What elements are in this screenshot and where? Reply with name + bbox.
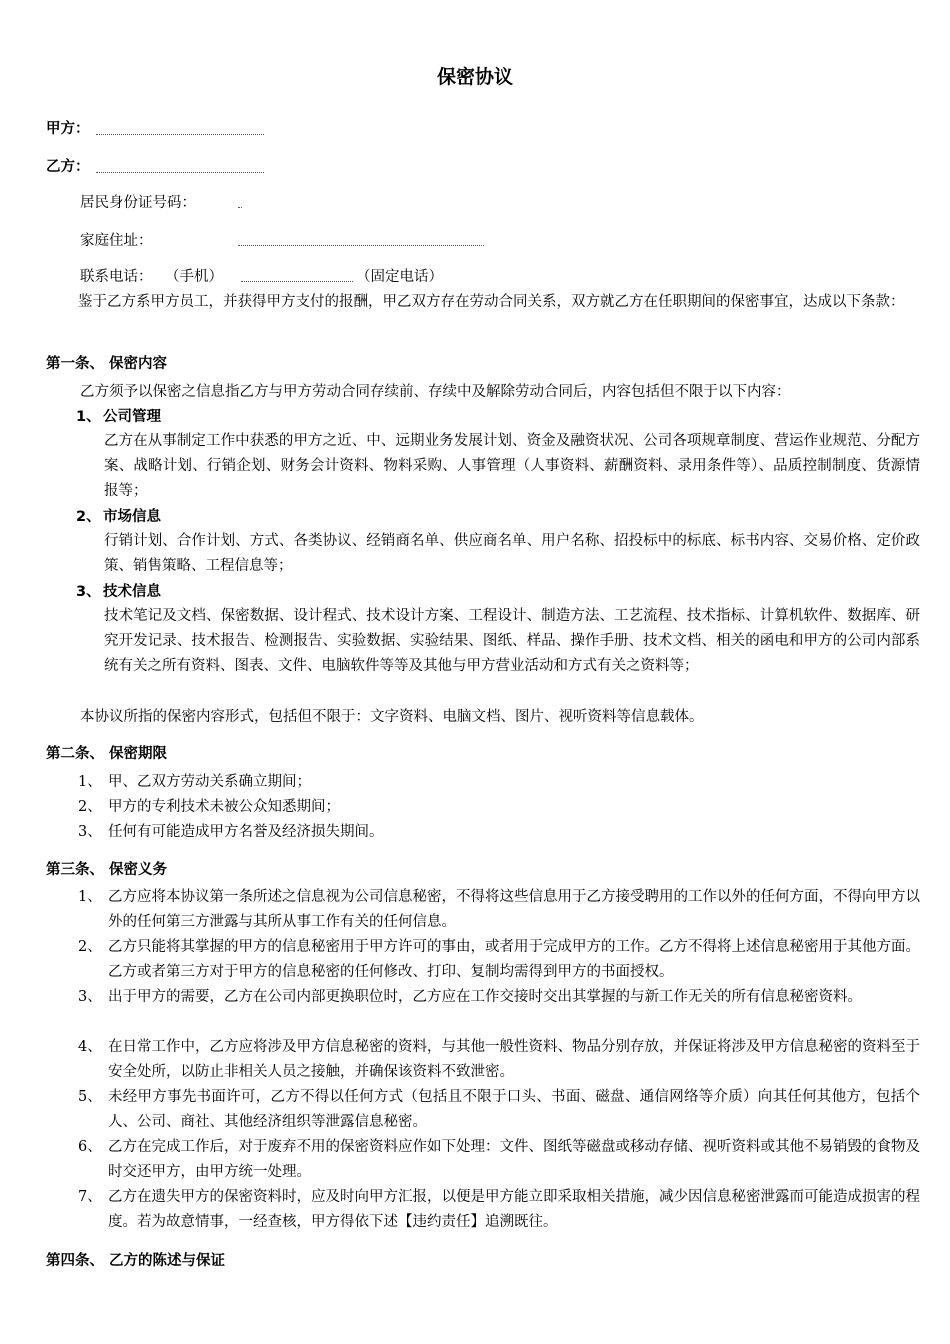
item-number: 1、 (78, 774, 102, 790)
landline-label: （固定电话） (356, 269, 443, 285)
address-blank (238, 245, 484, 246)
section-2-heading: 第二条、 保密期限 (46, 746, 168, 762)
section-3-item (78, 1035, 920, 1085)
item-text: 甲、乙双方劳动关系确立期间； (108, 774, 311, 790)
section-1-sub3-text: 技术笔记及文档、保密数据、设计程式、技术设计方案、工程设计、制造方法、工艺流程、技术指标、计算机软件、数据库、研究开发记录、技术报告、检测报告、实验数据、实验结果、图纸、样品、操作手册、技术文档、相关的函电和甲方的公司内部系统有关之所有资料、图表、文件、电脑软件等等及其他与甲方营业活动和方式有关之资料等； (104, 608, 920, 674)
party-a-label: 甲方： (46, 121, 90, 137)
section-1-sub3-title: 技术信息 (103, 584, 161, 600)
item-text: 乙方应将本协议第一条所述之信息视为公司信息秘密，不得将这些信息用于乙方接受聘用的工作以外的任何方面，不得向甲方以外的任何第三方泄露与其所从事工作有关的任何信息。 (108, 889, 920, 930)
section-1-sub2-num: 2、 (76, 509, 101, 525)
item-number: 2、 (78, 939, 102, 955)
item-text: 在日常工作中，乙方应将涉及甲方信息秘密的资料，与其他一般性资料、物品分别存放，并保证将涉及甲方信息秘密的资料至于安全处所，以防止非相关人员之接触，并确保该资料不致泄密。 (108, 1039, 920, 1080)
item-number: 7、 (78, 1189, 102, 1205)
mobile-blank (241, 281, 353, 282)
section-1-sub1-text: 乙方在从事制定工作中获悉的甲方之近、中、远期业务发展计划、资金及融资状况、公司各项规章制度、营运作业规范、分配方案、战略计划、行销企划、财务会计资料、物料采购、人事管理（人事资料、薪酬资料、录用条件等）、品质控制制度、货源情报等； (104, 433, 920, 499)
party-b-blank (96, 172, 264, 173)
mobile-label: （手机） (165, 269, 223, 285)
item-text: 乙方在完成工作后，对于废弃不用的保密资料应作如下处理：文件、图纸等磁盘或移动存储、视听资料或其他不易销毁的食物及时交还甲方，由甲方统一处理。 (108, 1139, 920, 1180)
item-number: 4、 (78, 1039, 102, 1055)
item-text: 乙方在遗失甲方的保密资料时，应及时向甲方汇报，以便是甲方能立即采取相关措施，减少因信息秘密泄露而可能造成损害的程度。若为故意情事，一经查核，甲方得依下述【违约责任】追溯既往。 (108, 1189, 920, 1230)
item-text: 乙方只能将其掌握的甲方的信息秘密用于甲方许可的事由，或者用于完成甲方的工作。乙方不得将上述信息秘密用于其他方面。乙方或者第三方对于甲方的信息秘密的任何修改、打印、复制均需得到甲方的书面授权。 (108, 939, 920, 980)
item-number: 3、 (78, 989, 102, 1005)
party-a-blank (96, 134, 264, 135)
section-1-sub2-title: 市场信息 (103, 509, 161, 525)
id-number-label: 居民身份证号码： (80, 195, 196, 211)
item-number: 3、 (78, 824, 102, 840)
section-3-item (78, 1135, 920, 1185)
section-3-heading: 第三条、 保密义务 (46, 862, 168, 878)
section-3-item (78, 985, 920, 1010)
item-text: 出于甲方的需要，乙方在公司内部更换职位时，乙方应在工作交接时交出其掌握的与新工作无关的所有信息秘密资料。 (108, 989, 862, 1005)
section-2-item (78, 795, 920, 820)
party-b-label: 乙方： (46, 159, 90, 175)
section-1-heading: 第一条、 保密内容 (46, 356, 168, 372)
section-3-item (78, 885, 920, 935)
section-1-sub1-num: 1、 (76, 409, 101, 425)
intro-paragraph: 鉴于乙方系甲方员工，并获得甲方支付的报酬，甲乙双方存在劳动合同关系，双方就乙方在任职期间的保密事宜，达成以下条款： (78, 294, 905, 310)
section-1-sub2-text: 行销计划、合作计划、方式、各类协议、经销商名单、供应商名单、用户名称、招投标中的标底、标书内容、交易价格、定价政策、销售策略、工程信息等； (104, 533, 920, 574)
section-3-item (78, 935, 920, 985)
section-3-item (78, 1185, 920, 1235)
section-3-item (78, 1085, 920, 1135)
section-1-closing: 本协议所指的保密内容形式，包括但不限于：文字资料、电脑文档、图片、视听资料等信息载体。 (80, 709, 704, 725)
section-2-item (78, 820, 920, 845)
section-1-sub1-title: 公司管理 (103, 409, 161, 425)
section-1-sub3-num: 3、 (76, 584, 101, 600)
item-text: 甲方的专利技术未被公众知悉期间； (108, 799, 340, 815)
phone-label: 联系电话： (80, 269, 153, 285)
item-text: 未经甲方事先书面许可，乙方不得以任何方式（包括且不限于口头、书面、磁盘、通信网络等介质）向其任何其他方，包括个人、公司、商社、其他经济组织等泄露信息秘密。 (108, 1089, 920, 1130)
item-number: 1、 (78, 889, 102, 905)
section-2-item (78, 770, 920, 795)
item-number: 5、 (78, 1089, 102, 1105)
item-text: 任何有可能造成甲方名誉及经济损失期间。 (108, 824, 384, 840)
document-title: 保密协议 (436, 66, 513, 88)
address-label: 家庭住址： (80, 233, 153, 249)
item-number: 2、 (78, 799, 102, 815)
section-4-heading: 第四条、 乙方的陈述与保证 (46, 1253, 226, 1269)
item-number: 6、 (78, 1139, 102, 1155)
id-number-blank (238, 207, 242, 208)
section-1-lead: 乙方须予以保密之信息指乙方与甲方劳动合同存续前、存续中及解除劳动合同后，内容包括但不限于以下内容： (80, 384, 791, 400)
